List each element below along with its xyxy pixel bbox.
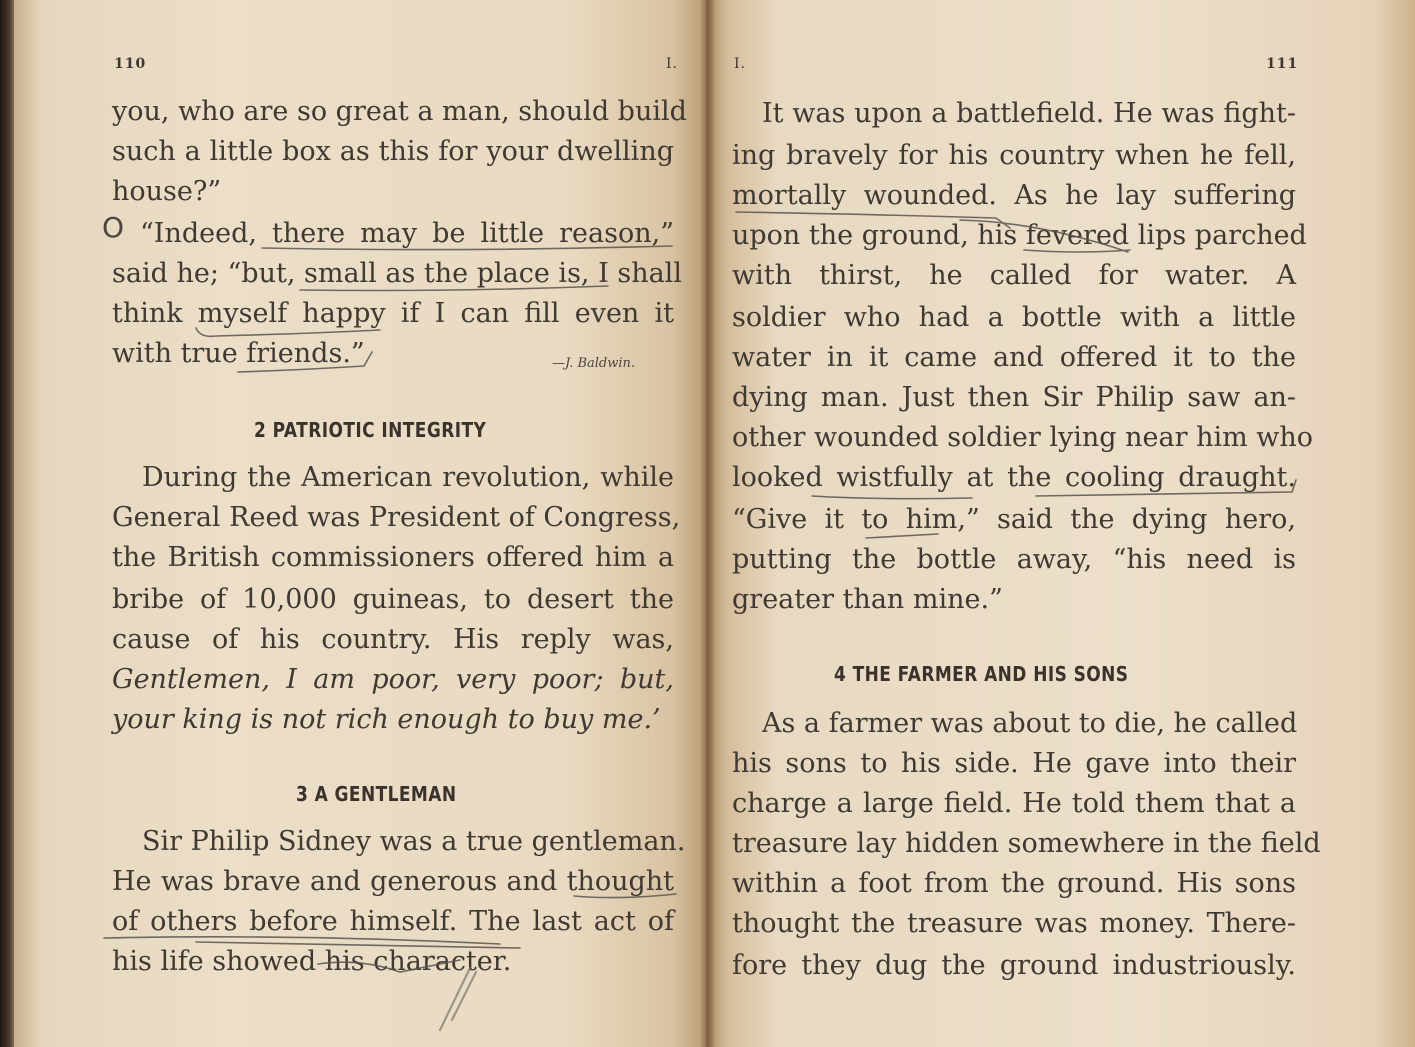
right-signature-mark: I. bbox=[734, 56, 746, 72]
text-line: said he; “but, small as the place is, I shall bbox=[112, 258, 682, 289]
text-line: water in it came and offered it to the bbox=[732, 342, 1296, 373]
text-line: your king is not rich enough to buy me.’ bbox=[112, 704, 661, 735]
text-line: “Give it to him,” said the dying hero, bbox=[732, 504, 1296, 535]
text-line: ing bravely for his country when he fell, bbox=[732, 140, 1296, 171]
text-line: within a foot from the ground. His sons bbox=[732, 868, 1296, 899]
text-line: with thirst, he called for water. A bbox=[732, 260, 1296, 291]
text-line: It was upon a battlefield. He was fight- bbox=[762, 98, 1296, 129]
text-line: cause of his country. His reply was, bbox=[112, 624, 674, 655]
text-line: greater than mine.” bbox=[732, 584, 1003, 615]
text-line: mortally wounded. As he lay suffering bbox=[732, 180, 1296, 211]
text-line: you, who are so great a man, should build bbox=[112, 96, 687, 127]
text-line: of others before himself. The last act of bbox=[112, 906, 674, 937]
text-line: bribe of 10,000 guineas, to desert the bbox=[112, 584, 674, 615]
text-line: putting the bottle away, “his need is bbox=[732, 544, 1296, 575]
book-gutter bbox=[700, 0, 716, 1047]
text-line: Sir Philip Sidney was a true gentleman. bbox=[142, 826, 686, 857]
text-line: upon the ground, his fevered lips parched bbox=[732, 220, 1307, 251]
text-line: house?” bbox=[112, 176, 222, 207]
text-line: think myself happy if I can fill even it bbox=[112, 298, 674, 329]
text-line: thought the treasure was money. There- bbox=[732, 908, 1296, 939]
quote-attribution: —J. Baldwin. bbox=[552, 356, 636, 371]
text-line: treasure lay hidden somewhere in the field bbox=[732, 828, 1321, 859]
text-line: During the American revolution, while bbox=[142, 462, 674, 493]
right-page-number: 111 bbox=[1266, 56, 1299, 72]
right-page bbox=[706, 0, 1415, 1047]
text-line: Gentlemen, I am poor, very poor; but, bbox=[112, 664, 674, 695]
text-line: soldier who had a bottle with a little bbox=[732, 302, 1296, 333]
text-line: his life showed his character. bbox=[112, 946, 512, 977]
text-line: As a farmer was about to die, he called bbox=[762, 708, 1298, 739]
text-line: He was brave and generous and thought bbox=[112, 866, 674, 897]
text-line: looked wistfully at the cooling draught. bbox=[732, 462, 1296, 493]
text-line: General Reed was President of Congress, bbox=[112, 502, 681, 533]
section-heading: 4 THE FARMER AND HIS SONS bbox=[834, 662, 1129, 686]
text-line: his sons to his side. He gave into their bbox=[732, 748, 1296, 779]
text-line: fore they dug the ground industriously. bbox=[732, 950, 1296, 981]
text-line: such a little box as this for your dwelling bbox=[112, 136, 674, 167]
text-line: “Indeed, there may be little reason,” bbox=[140, 218, 674, 249]
text-line: dying man. Just then Sir Philip saw an- bbox=[732, 382, 1296, 413]
left-page bbox=[14, 0, 706, 1047]
left-page-number: 110 bbox=[114, 56, 147, 72]
text-line: the British commissioners offered him a bbox=[112, 542, 674, 573]
section-heading: 2 PATRIOTIC INTEGRITY bbox=[254, 418, 487, 442]
text-line: charge a large field. He told them that a bbox=[732, 788, 1296, 819]
text-line: with true friends.” bbox=[112, 338, 365, 369]
left-signature-mark: I. bbox=[666, 56, 678, 72]
text-line: other wounded soldier lying near him who bbox=[732, 422, 1314, 453]
margin-pencil-mark: O bbox=[102, 211, 125, 244]
section-heading: 3 A GENTLEMAN bbox=[296, 782, 457, 806]
